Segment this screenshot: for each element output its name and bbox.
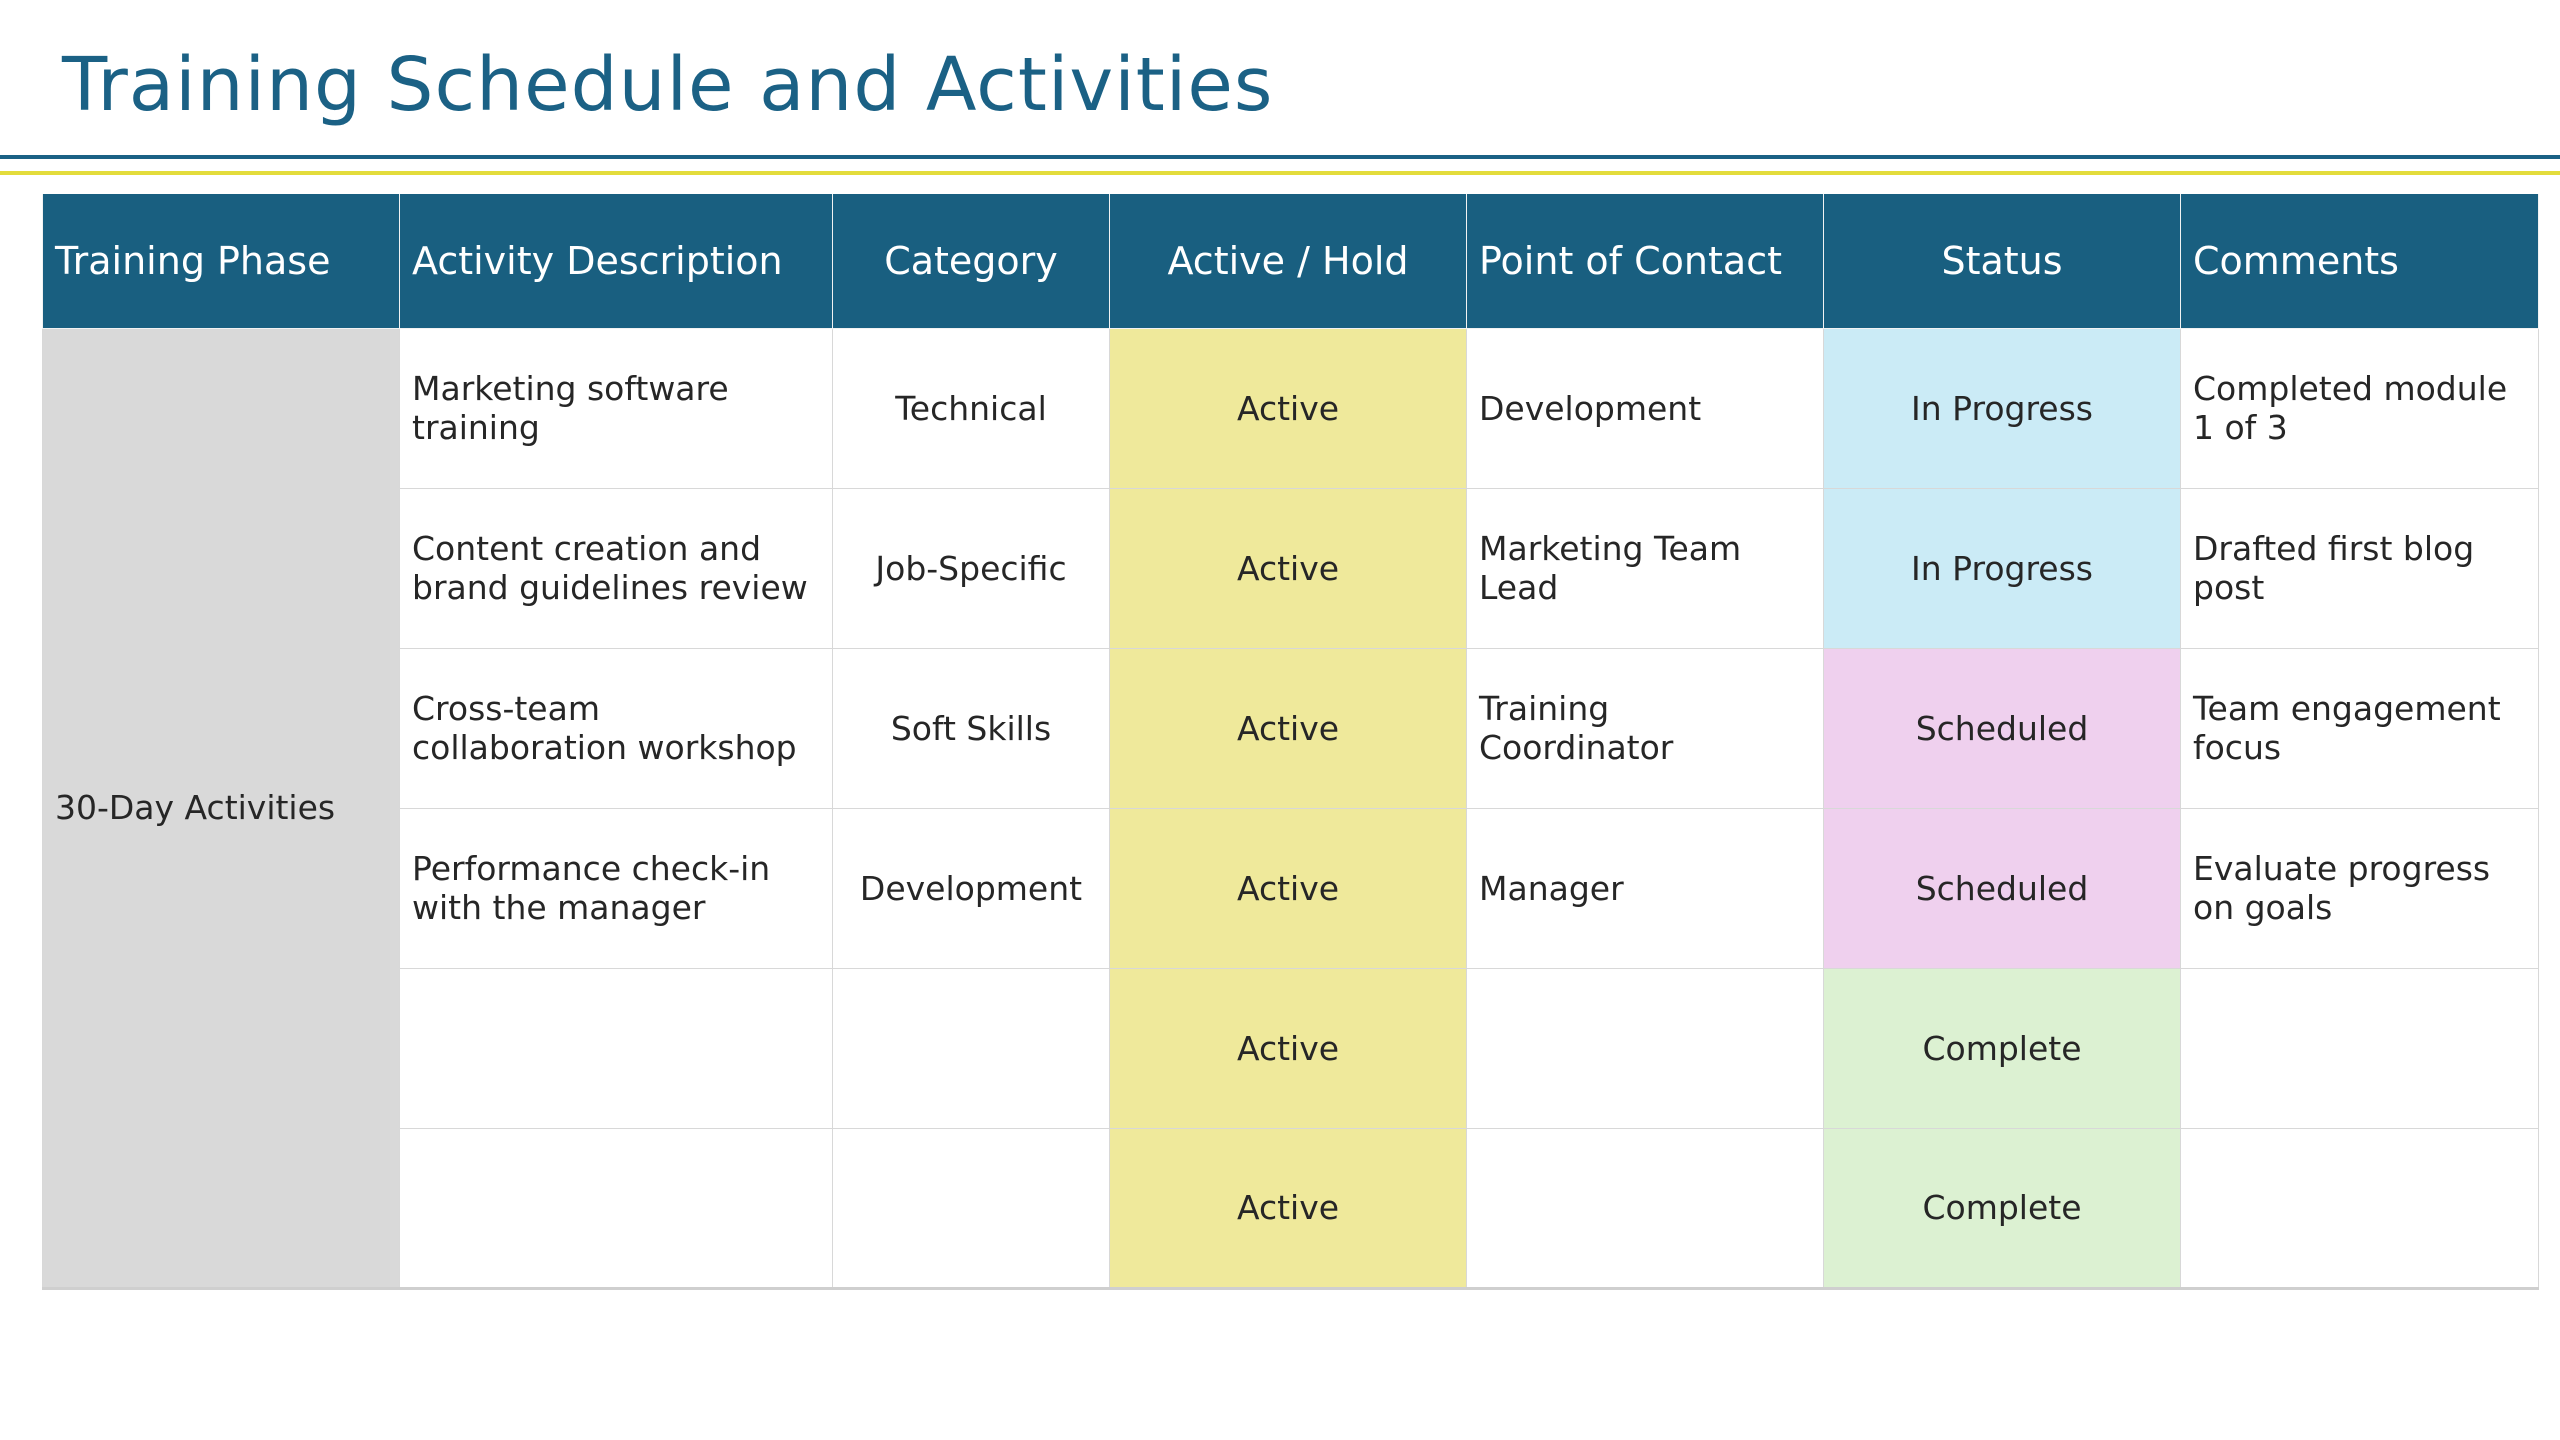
active-hold-cell: Active	[1110, 488, 1467, 648]
status-cell: Complete	[1824, 1128, 2181, 1288]
header-comments: Comments	[2181, 194, 2539, 328]
status-cell: Scheduled	[1824, 648, 2181, 808]
activity-cell	[400, 1128, 833, 1288]
table-row	[43, 648, 2539, 808]
header-category: Category	[833, 194, 1110, 328]
header-active-hold: Active / Hold	[1110, 194, 1467, 328]
category-cell	[833, 1128, 1110, 1288]
activity-cell: Cross-team collaboration workshop	[400, 648, 833, 808]
category-cell	[833, 968, 1110, 1128]
header-point-of-contact: Point of Contact	[1467, 194, 1824, 328]
table-header-row	[43, 194, 2539, 328]
comments-cell	[2181, 1128, 2539, 1288]
active-hold-cell: Active	[1110, 328, 1467, 488]
title-divider-yellow	[0, 171, 2560, 175]
status-cell: In Progress	[1824, 328, 2181, 488]
active-hold-cell: Active	[1110, 1128, 1467, 1288]
category-cell: Soft Skills	[833, 648, 1110, 808]
active-hold-cell: Active	[1110, 808, 1467, 968]
activity-cell	[400, 968, 833, 1128]
contact-cell	[1467, 1128, 1824, 1288]
activity-cell: Performance check-in with the manager	[400, 808, 833, 968]
contact-cell: Manager	[1467, 808, 1824, 968]
header-training-phase: Training Phase	[43, 194, 400, 328]
header-status: Status	[1824, 194, 2181, 328]
table-row	[43, 328, 2539, 488]
phase-cell: 30-Day Activities	[43, 328, 400, 1288]
active-hold-cell: Active	[1110, 648, 1467, 808]
table-row	[43, 808, 2539, 968]
category-cell: Development	[833, 808, 1110, 968]
category-cell: Job-Specific	[833, 488, 1110, 648]
category-cell: Technical	[833, 328, 1110, 488]
status-cell: In Progress	[1824, 488, 2181, 648]
comments-cell	[2181, 968, 2539, 1128]
contact-cell: Marketing Team Lead	[1467, 488, 1824, 648]
active-hold-cell: Active	[1110, 968, 1467, 1128]
title-divider-blue	[0, 155, 2560, 159]
activity-cell: Marketing software training	[400, 328, 833, 488]
status-cell: Scheduled	[1824, 808, 2181, 968]
header-activity-description: Activity Description	[400, 194, 833, 328]
comments-cell: Evaluate progress on goals	[2181, 808, 2539, 968]
comments-cell: Drafted first blog post	[2181, 488, 2539, 648]
table-row	[43, 488, 2539, 648]
status-cell: Complete	[1824, 968, 2181, 1128]
page-title: Training Schedule and Activities	[62, 42, 1274, 128]
table-row	[43, 968, 2539, 1128]
contact-cell: Training Coordinator	[1467, 648, 1824, 808]
comments-cell: Team engagement focus	[2181, 648, 2539, 808]
contact-cell: Development	[1467, 328, 1824, 488]
contact-cell	[1467, 968, 1824, 1128]
table-row	[43, 1128, 2539, 1288]
activity-cell: Content creation and brand guidelines review	[400, 488, 833, 648]
training-schedule-table	[42, 194, 2539, 1290]
comments-cell: Completed module 1 of 3	[2181, 328, 2539, 488]
